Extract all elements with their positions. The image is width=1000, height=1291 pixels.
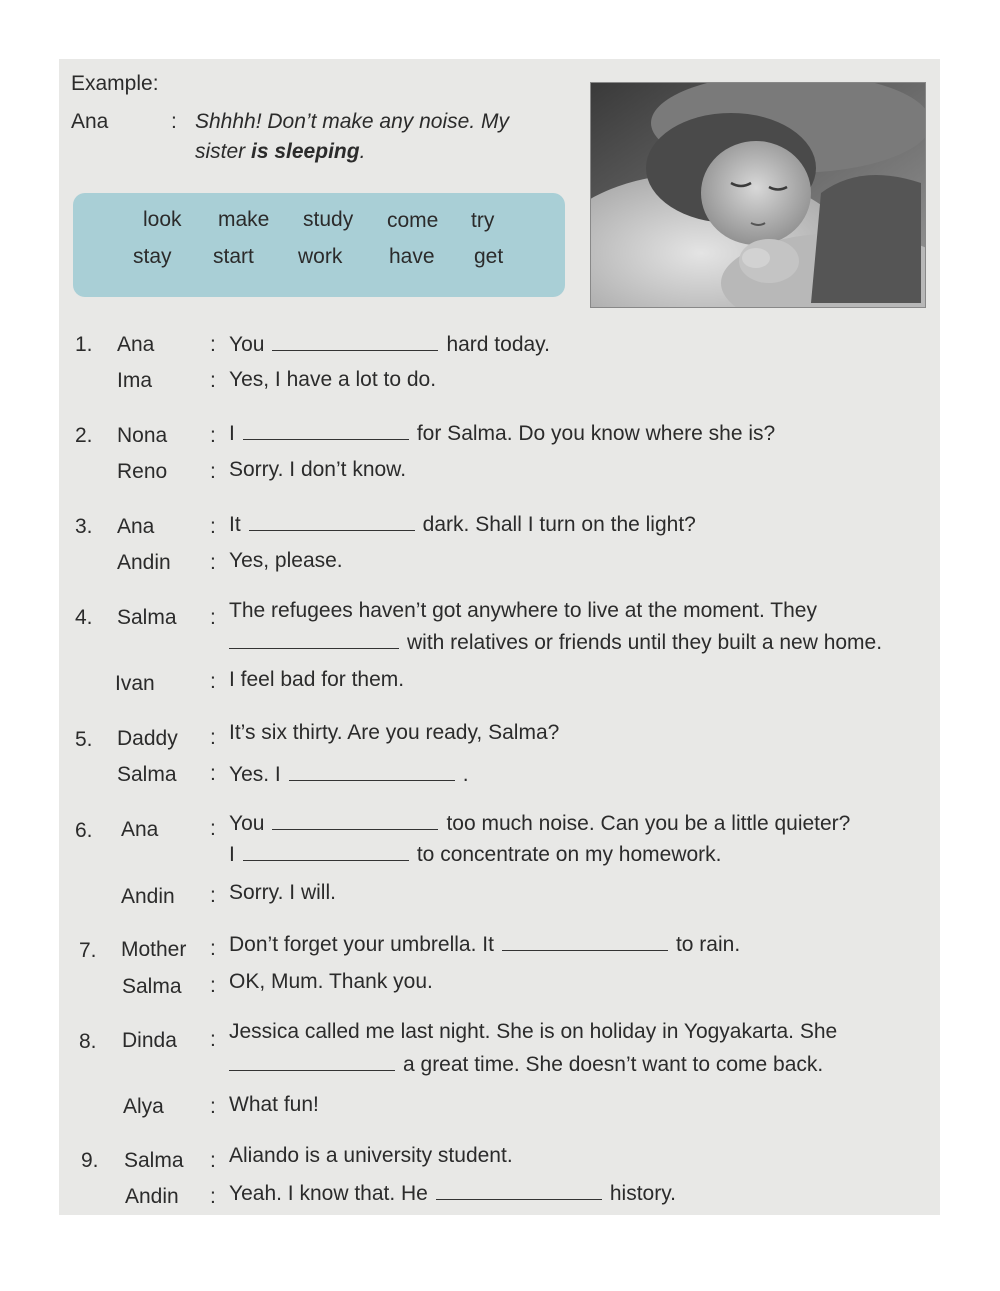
item-2-speaker-a: Nona: [117, 424, 168, 447]
item-1-speaker-b: Ima: [117, 369, 153, 392]
example-speaker: Ana: [71, 110, 109, 133]
item-3-line-b: Yes, please.: [229, 549, 343, 572]
word-study: study: [303, 208, 354, 231]
item-8-colon-a: :: [210, 1028, 216, 1051]
item-7-speaker-a: Mother: [121, 938, 187, 961]
item-1-speaker-a: Ana: [117, 333, 155, 356]
item-8-blank[interactable]: [229, 1052, 395, 1071]
word-come: come: [387, 209, 439, 232]
word-try: try: [471, 209, 495, 232]
item-6-colon-b: :: [210, 884, 216, 907]
item-9-blank[interactable]: [436, 1181, 602, 1200]
item-2-line-a: I for Salma. Do you know where she is?: [229, 422, 776, 445]
word-stay: stay: [133, 245, 172, 268]
word-look: look: [143, 208, 182, 231]
word-box: [73, 193, 565, 297]
item-2-blank[interactable]: [243, 421, 409, 440]
word-start: start: [213, 245, 254, 268]
sleeping-child-photo: [590, 82, 926, 308]
item-7-blank[interactable]: [502, 932, 668, 951]
example-line-2: sister is sleeping.: [195, 140, 366, 163]
item-1-colon-b: :: [210, 369, 216, 392]
item-5-number: 5.: [75, 728, 93, 751]
item-4-speaker-a: Salma: [117, 606, 177, 629]
item-7-colon-a: :: [210, 937, 216, 960]
item-5-blank[interactable]: [289, 762, 455, 781]
item-2-colon-a: :: [210, 424, 216, 447]
item-1-line-a: You hard today.: [229, 333, 550, 356]
item-5-speaker-b: Salma: [117, 763, 177, 786]
word-get: get: [474, 245, 504, 268]
item-4-blank[interactable]: [229, 630, 399, 649]
item-1-line-b: Yes, I have a lot to do.: [229, 368, 437, 391]
item-6-colon-a: :: [210, 817, 216, 840]
item-3-speaker-b: Andin: [117, 551, 171, 574]
example-line-1: Shhhh! Don’t make any noise. My: [195, 110, 509, 133]
item-2-number: 2.: [75, 424, 93, 447]
item-2-colon-b: :: [210, 460, 216, 483]
item-8-colon-b: :: [210, 1095, 216, 1118]
item-3-colon-b: :: [210, 551, 216, 574]
item-8-speaker-a: Dinda: [122, 1029, 177, 1052]
worksheet-page: [59, 59, 940, 1215]
example-label: Example:: [71, 72, 159, 95]
item-7-number: 7.: [79, 939, 97, 962]
item-8-line-b: What fun!: [229, 1093, 319, 1116]
item-1-number: 1.: [75, 333, 93, 356]
item-9-colon-a: :: [210, 1149, 216, 1172]
item-7-line-b: OK, Mum. Thank you.: [229, 970, 433, 993]
item-3-speaker-a: Ana: [117, 515, 155, 538]
item-6-blank-2[interactable]: [243, 842, 409, 861]
item-1-colon-a: :: [210, 333, 216, 356]
item-2-line-b: Sorry. I don’t know.: [229, 458, 407, 481]
word-work: work: [298, 245, 343, 268]
item-4-line-a: The refugees haven’t got anywhere to live at the moment. They: [229, 599, 817, 622]
item-6-line-a: You too much noise. Can you be a little quieter?: [229, 812, 851, 835]
item-8-speaker-b: Alya: [123, 1095, 164, 1118]
item-4-number: 4.: [75, 606, 93, 629]
item-9-line-a: Aliando is a university student.: [229, 1144, 513, 1167]
word-have: have: [389, 245, 435, 268]
item-4-line-b: I feel bad for them.: [229, 668, 405, 691]
item-6-line-b: Sorry. I will.: [229, 881, 336, 904]
item-9-speaker-b: Andin: [125, 1185, 179, 1208]
item-4-colon-a: :: [210, 606, 216, 629]
item-6-speaker-b: Andin: [121, 885, 175, 908]
item-7-speaker-b: Salma: [122, 975, 182, 998]
item-7-line-a: Don’t forget your umbrella. It to rain.: [229, 933, 741, 956]
item-9-line-b: Yeah. I know that. He history.: [229, 1182, 676, 1205]
item-3-line-a: It dark. Shall I turn on the light?: [229, 513, 696, 536]
item-4-speaker-b: Ivan: [115, 672, 155, 695]
item-4-colon-b: :: [210, 670, 216, 693]
word-make: make: [218, 208, 270, 231]
item-5-line-b: Yes. I .: [229, 763, 469, 786]
item-5-colon-a: :: [210, 726, 216, 749]
item-5-speaker-a: Daddy: [117, 727, 178, 750]
item-6-number: 6.: [75, 819, 93, 842]
item-4-line-a2: with relatives or friends until they built a new home.: [229, 630, 882, 653]
item-9-colon-b: :: [210, 1185, 216, 1208]
item-9-speaker-a: Salma: [124, 1149, 184, 1172]
item-6-speaker-a: Ana: [121, 818, 159, 841]
item-5-line-a: It’s six thirty. Are you ready, Salma?: [229, 721, 560, 744]
example-answer: is sleeping: [251, 140, 360, 163]
item-7-colon-b: :: [210, 974, 216, 997]
item-9-number: 9.: [81, 1149, 99, 1172]
item-8-line-a: Jessica called me last night. She is on holiday in Yogyakarta. She: [229, 1020, 838, 1043]
item-8-line-a2: a great time. She doesn’t want to come back.: [229, 1052, 823, 1075]
item-3-blank[interactable]: [249, 512, 415, 531]
item-3-colon-a: :: [210, 515, 216, 538]
item-6-blank-1[interactable]: [272, 811, 438, 830]
item-8-number: 8.: [79, 1030, 97, 1053]
item-6-line-a2: I to concentrate on my homework.: [229, 843, 722, 866]
example-colon: :: [171, 110, 177, 133]
item-5-colon-b: :: [210, 762, 216, 785]
item-3-number: 3.: [75, 515, 93, 538]
item-1-blank[interactable]: [272, 332, 438, 351]
item-2-speaker-b: Reno: [117, 460, 168, 483]
